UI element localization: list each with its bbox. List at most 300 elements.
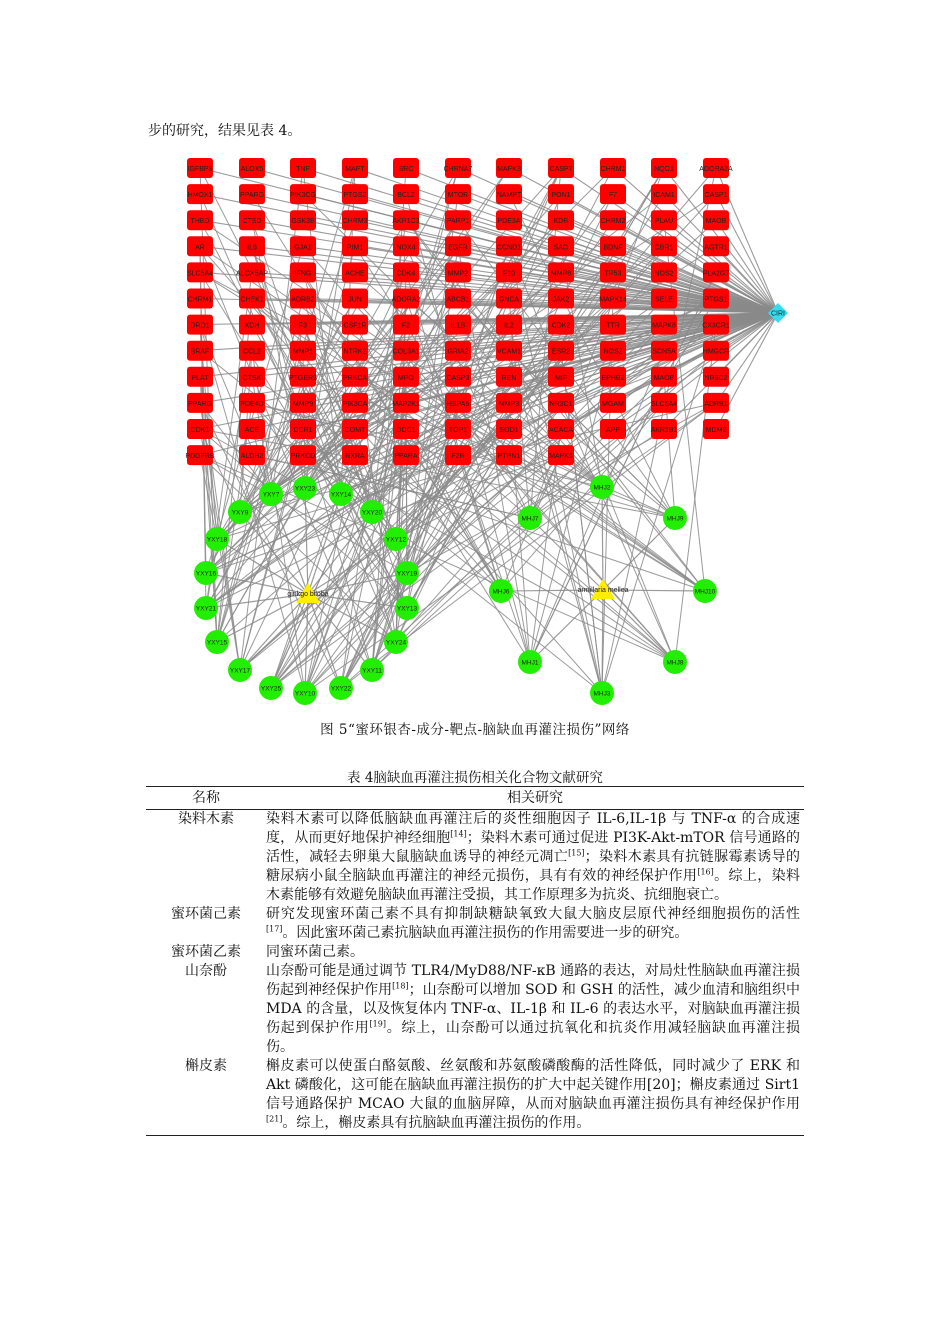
target-node <box>239 419 265 439</box>
research-text <box>266 1057 804 1136</box>
target-label: CHRNA7 <box>443 166 473 173</box>
target-label: VCAM1 <box>496 348 522 356</box>
target-label: ALOX5AP <box>236 270 268 278</box>
target-label: EGFR <box>448 244 468 252</box>
target-label: CASP3 <box>446 374 470 382</box>
compound-node <box>395 596 419 620</box>
compound-node <box>194 596 218 620</box>
target-label: IL2 <box>504 322 514 330</box>
target-label: NTRK2 <box>343 348 367 356</box>
target-label: HMGCR <box>702 348 730 356</box>
target-label: SELE <box>655 296 673 304</box>
target-label: F10 <box>502 270 516 278</box>
target-node <box>342 184 368 204</box>
compound-label: YXY22 <box>330 685 352 693</box>
figure-caption: 图 5“蜜环银杏-成分-靶点-脑缺血再灌注损伤”网络 <box>320 722 630 738</box>
target-node <box>290 184 316 204</box>
target-label: AR <box>195 244 205 252</box>
target-label: AKR1C3 <box>392 218 420 226</box>
target-node <box>239 158 265 178</box>
target-label: BDNF <box>603 244 623 252</box>
compound-label: YXY14 <box>330 491 352 499</box>
target-node <box>600 158 626 178</box>
target-node <box>600 419 626 439</box>
compound-label: YXY23 <box>294 485 316 493</box>
text-run: 山奈酚可能是通过调节 TLR4/MyD88/NF-κB 通路的表达，对局灶性脑缺血再灌注损伤起到神经保护作用 <box>266 963 800 998</box>
lead-paragraph: 步的研究，结果见表 4。 <box>148 123 302 139</box>
target-node <box>393 184 419 204</box>
compound-node <box>293 681 317 705</box>
citation: [17] <box>266 924 283 934</box>
target-node <box>239 445 265 465</box>
compound-node <box>259 676 283 700</box>
target-label: CCL2 <box>243 348 261 356</box>
target-node <box>651 210 677 230</box>
compound-node <box>194 561 218 585</box>
target-label: CHRM3 <box>342 218 368 226</box>
target-label: ABCB1 <box>446 296 470 304</box>
target-label: XDH <box>244 322 260 330</box>
target-node <box>651 158 677 178</box>
target-label: SAO <box>553 244 569 252</box>
target-label: TP53 <box>604 270 622 278</box>
target-label: F7 <box>608 192 618 200</box>
target-label: COMT <box>344 427 366 434</box>
target-node <box>290 393 316 413</box>
text-run: 。综上，山奈酚可以通过抗氧化和抗炎作用减轻脑缺血再灌注损伤。 <box>266 1020 800 1055</box>
target-node <box>393 367 419 387</box>
literature-table <box>146 786 804 1136</box>
target-label: PTPN1 <box>497 453 521 461</box>
target-label: COL3A1 <box>392 348 420 356</box>
target-label: ACE <box>244 427 260 434</box>
target-node <box>393 236 419 256</box>
compound-node <box>384 630 408 654</box>
target-label: PIK3CA <box>342 400 368 408</box>
compound-label: YXY9 <box>231 509 249 517</box>
target-node <box>445 341 471 361</box>
target-label: MDM2 <box>705 427 727 434</box>
target-node <box>187 236 213 256</box>
target-node <box>392 393 420 413</box>
target-label: SLC6A4 <box>650 400 678 408</box>
citation: [21] <box>266 1114 283 1124</box>
target-node <box>187 262 213 282</box>
target-node <box>548 262 574 282</box>
target-node <box>548 367 574 387</box>
compound-node <box>395 561 419 585</box>
target-label: BCL2 <box>397 192 415 200</box>
citation: [19] <box>369 1019 386 1029</box>
target-label: KDR <box>553 218 569 226</box>
target-node <box>239 236 265 256</box>
compound-node <box>489 579 513 603</box>
text-run: ；山奈酚可以增加 SOD 和 GSH 的活性，减少血清和脑组织中 MDA 的含量，以及恢复体内 TNF-α、IL-1β 和 IL-6 的表达水平，对脑缺血再灌注损伤起到保护作用 <box>266 982 801 1036</box>
target-label: MAOB <box>653 374 675 382</box>
target-label: MAPK1 <box>549 453 573 461</box>
target-node <box>496 184 522 204</box>
target-label: MAPK3 <box>497 166 521 173</box>
target-node <box>187 393 213 413</box>
target-label: CSF1R <box>343 322 367 330</box>
target-label: THBD <box>190 218 210 226</box>
target-node <box>342 341 368 361</box>
target-node <box>651 289 677 309</box>
target-label: MTOR <box>447 192 469 200</box>
compound-label: MHJ9 <box>666 515 684 523</box>
citation: [16] <box>697 867 714 877</box>
target-label: CDK2 <box>551 322 571 330</box>
compound-name: 槲皮素 <box>146 1057 266 1136</box>
target-label: F2 <box>401 322 411 330</box>
compound-node <box>293 476 317 500</box>
citation: [18] <box>392 981 409 991</box>
target-node <box>651 367 677 387</box>
text-run: ；染料木素可通过促进 PI3K-Akt-mTOR 信号通路的活性，减轻去卵巢大鼠脑缺血诱导的神经元凋亡 <box>266 830 801 865</box>
target-node <box>445 210 471 230</box>
compound-label: YXY7 <box>262 491 280 499</box>
target-node <box>342 367 368 387</box>
compound-label: MHJ8 <box>666 659 684 667</box>
target-node <box>600 315 626 335</box>
compound-node <box>384 527 408 551</box>
target-label: ACACA <box>548 427 574 434</box>
network-edge <box>603 590 675 662</box>
target-node <box>703 393 729 413</box>
target-node <box>444 158 473 178</box>
table-row <box>146 962 804 1057</box>
compound-node <box>360 658 384 682</box>
target-node <box>548 393 574 413</box>
target-node <box>651 236 677 256</box>
target-label: PDGFRB <box>185 453 215 461</box>
target-node <box>651 315 677 335</box>
target-label: MPO <box>398 374 414 382</box>
target-node <box>703 419 729 439</box>
target-node <box>445 262 471 282</box>
target-label: CBR1 <box>654 244 674 252</box>
target-label: JUN <box>348 296 362 304</box>
target-label: MAP2K1 <box>392 400 420 408</box>
compound-node <box>205 527 229 551</box>
target-node <box>445 445 471 465</box>
network-figure <box>150 150 800 710</box>
target-node <box>393 262 419 282</box>
target-node <box>496 158 522 178</box>
compound-node <box>228 658 252 682</box>
target-label: GSK3B <box>291 218 315 226</box>
compound-label: YXY12 <box>385 536 407 544</box>
target-node <box>600 210 626 230</box>
target-node <box>187 419 213 439</box>
target-label: MAPK14 <box>599 296 627 304</box>
compound-label: YXY25 <box>260 685 282 693</box>
target-node <box>600 184 626 204</box>
target-node <box>187 367 213 387</box>
target-label: IFNG <box>294 270 312 278</box>
network-edge <box>602 487 603 590</box>
compound-label: MHJ7 <box>521 515 539 523</box>
target-label: ADRB2 <box>291 296 315 304</box>
compound-label: MHJ2 <box>593 484 611 492</box>
target-label: MMP3 <box>498 400 520 408</box>
target-label: CHRM1 <box>600 166 626 173</box>
target-node <box>548 158 574 178</box>
compound-node <box>259 482 283 506</box>
compound-label: YXY20 <box>361 509 383 517</box>
target-node <box>342 158 368 178</box>
target-node <box>496 289 522 309</box>
target-label: RXRA <box>345 453 365 461</box>
compound-name: 蜜环菌乙素 <box>171 944 241 960</box>
target-node <box>342 315 368 335</box>
target-label: PPARG <box>240 192 264 200</box>
target-label: F3 <box>298 322 308 330</box>
target-label: SOD1 <box>499 427 519 434</box>
target-label: NOX4 <box>396 244 416 252</box>
compound-node <box>693 579 717 603</box>
target-node <box>496 315 522 335</box>
target-node <box>445 367 471 387</box>
target-label: ADORA2A <box>699 166 733 173</box>
target-node <box>393 315 419 335</box>
target-label: MMP9 <box>292 400 314 408</box>
research-text <box>266 943 804 962</box>
target-node <box>600 262 626 282</box>
target-node <box>702 315 730 335</box>
herb-node <box>578 579 629 599</box>
compound-label: YXY21 <box>195 605 217 613</box>
target-node <box>703 367 729 387</box>
compound-label: YXY16 <box>195 570 217 578</box>
research-text <box>266 905 804 943</box>
text-run: 同蜜环菌己素。 <box>266 944 364 960</box>
target-node <box>393 158 419 178</box>
compound-label: YXY24 <box>385 639 407 647</box>
compound-node <box>663 650 687 674</box>
target-label: GJA1 <box>294 244 312 252</box>
compound-label: YXY19 <box>396 570 418 578</box>
target-label: TNF <box>296 166 310 173</box>
target-label: F2R <box>451 453 465 461</box>
citation: [14] <box>450 829 467 839</box>
target-label: IL6 <box>247 244 257 252</box>
target-node <box>496 341 522 361</box>
text-run: 。综上，染料木素能够有效避免脑缺血再灌注受损，其工作原理多为抗炎、抗细胞衰亡。 <box>266 868 801 903</box>
target-node <box>600 236 626 256</box>
target-label: NR3C2 <box>704 374 728 382</box>
target-node <box>548 289 574 309</box>
target-node <box>496 445 522 465</box>
target-node <box>548 315 574 335</box>
target-label: PPARG <box>188 400 212 408</box>
compound-node <box>329 676 353 700</box>
target-node <box>496 210 522 230</box>
target-node <box>290 315 316 335</box>
target-node <box>185 445 215 465</box>
target-label: GNCA <box>498 296 520 304</box>
compound-label: MHJ1 <box>521 659 539 667</box>
target-node <box>290 262 316 282</box>
compound-node <box>205 630 229 654</box>
compound-node <box>590 475 614 499</box>
target-label: IGFBP3 <box>187 166 213 173</box>
target-node <box>445 184 471 204</box>
research-text <box>266 962 804 1057</box>
herb-label: armillaria mellea <box>577 587 629 594</box>
target-node <box>342 419 368 439</box>
target-node <box>703 262 730 282</box>
target-node <box>187 210 213 230</box>
compound-node <box>518 650 542 674</box>
target-label: PLAT <box>191 374 209 382</box>
target-label: JAK2 <box>552 296 570 304</box>
compound-node <box>228 500 252 524</box>
target-label: PIK3CG <box>290 192 316 200</box>
target-label: NAMPT <box>496 192 522 200</box>
target-label: SCN5A <box>652 348 676 356</box>
research-text <box>266 810 804 906</box>
text-run: 染料木素可以降低脑缺血再灌注后的炎性细胞因子 IL-6,IL-1β 与 TNF-α 的合成速度，从而更好地保护神经细胞 <box>266 811 800 846</box>
target-label: NOS2 <box>654 270 674 278</box>
target-node <box>187 158 213 178</box>
target-node <box>548 445 574 465</box>
target-label: MGAM <box>602 400 624 408</box>
target-node <box>651 262 677 282</box>
target-label: HSPA5 <box>446 400 470 408</box>
target-node <box>290 419 316 439</box>
target-node <box>290 236 316 256</box>
target-node <box>187 184 213 204</box>
target-node <box>703 236 729 256</box>
text-run: 。因此蜜环菌己素抗脑缺血再灌注损伤的作用需要进一步的研究。 <box>282 925 689 941</box>
target-label: REN <box>501 374 517 382</box>
target-node <box>600 367 626 387</box>
target-label: NOS2 <box>603 348 623 356</box>
target-node <box>600 393 626 413</box>
citation: [15] <box>568 848 585 858</box>
target-node <box>342 236 368 256</box>
target-node <box>599 289 627 309</box>
target-node <box>236 262 268 282</box>
target-node <box>548 419 574 439</box>
table-header-row <box>146 787 804 810</box>
target-label: PARP1 <box>446 218 470 226</box>
table-row <box>146 905 804 943</box>
target-node <box>393 341 420 361</box>
target-node <box>342 445 368 465</box>
target-node <box>290 210 316 230</box>
target-node <box>342 262 368 282</box>
disease-label: CIRI <box>771 310 785 318</box>
target-label: MMP2 <box>447 270 469 278</box>
target-label: PRKCD <box>290 453 316 461</box>
compound-label: YXY15 <box>206 639 228 647</box>
target-label: TTR <box>606 322 620 330</box>
target-label: NR3C1 <box>549 400 573 408</box>
target-node <box>239 367 265 387</box>
compound-label: MHJ3 <box>593 690 611 698</box>
target-node <box>290 289 316 309</box>
target-node <box>290 341 316 361</box>
target-label: CX3CR1 <box>702 322 730 330</box>
target-label: TOP1 <box>448 427 468 434</box>
target-label: IL1B <box>450 322 466 330</box>
target-node <box>392 289 421 309</box>
target-label: CTSD <box>242 218 262 226</box>
table-row <box>146 810 804 906</box>
target-label: CCR1 <box>293 427 313 434</box>
target-node <box>496 262 522 282</box>
target-node <box>342 289 368 309</box>
network-edges <box>200 168 778 693</box>
target-node <box>187 289 213 309</box>
target-node <box>290 158 316 178</box>
target-node <box>548 236 574 256</box>
target-label: ESR2 <box>551 348 571 356</box>
target-node <box>699 158 733 178</box>
target-node <box>239 289 265 309</box>
header-research: 相关研究 <box>266 787 804 810</box>
compound-node <box>360 500 384 524</box>
target-label: HMOX1 <box>187 192 213 200</box>
target-node <box>496 367 522 387</box>
target-label: CHRM1 <box>187 296 213 304</box>
compound-node <box>518 506 542 530</box>
target-label: CHEK1 <box>240 296 264 304</box>
compound-node <box>329 482 353 506</box>
target-node <box>342 393 368 413</box>
target-label: PDE4D <box>240 400 264 408</box>
target-label: DDC1 <box>396 427 416 434</box>
target-label: CASP1 <box>704 192 728 200</box>
target-node <box>187 341 213 361</box>
target-node <box>239 210 265 230</box>
text-run: 槲皮素可以使蛋白酪氨酸、丝氨酸和苏氨酸磷酸酶的活性降低，同时减少了 ERK 和 Akt 磷酸化，这可能在脑缺血再灌注损伤的扩大中起关键作用[20]；槲皮素通过 Sirt1 信号通路保护 MCAO 大鼠的血脑屏障，从而对脑缺血再灌注损伤具有神经保护作用 <box>266 1058 800 1112</box>
target-node <box>651 419 678 439</box>
target-node <box>703 184 729 204</box>
compound-label: MHJ6 <box>492 588 510 596</box>
target-node <box>239 393 265 413</box>
target-node <box>600 341 626 361</box>
target-label: PDE3A <box>497 218 521 226</box>
target-node <box>289 367 317 387</box>
target-node <box>496 236 522 256</box>
target-label: GRIA2 <box>447 348 469 356</box>
target-label: BRAF <box>190 348 210 356</box>
compound-label: YXY10 <box>294 690 316 698</box>
target-label: ADORA2 <box>391 296 421 304</box>
target-node <box>445 315 471 335</box>
target-node <box>392 210 419 230</box>
target-label: SLC6A4 <box>186 270 214 278</box>
target-label: MAOB <box>705 218 727 226</box>
compound-label: YXY11 <box>362 667 382 675</box>
target-node <box>239 341 265 361</box>
target-node <box>445 419 471 439</box>
target-label: EPHB2 <box>601 374 625 382</box>
target-node <box>445 289 471 309</box>
target-node <box>496 393 522 413</box>
target-node <box>548 184 574 204</box>
compound-name: 染料木素 <box>178 811 234 827</box>
target-node <box>290 445 316 465</box>
target-node <box>703 341 729 361</box>
target-label: MAPT <box>345 166 365 173</box>
target-node <box>651 393 677 413</box>
target-label: ACHE <box>345 270 365 278</box>
target-label: PLAU <box>654 218 674 226</box>
